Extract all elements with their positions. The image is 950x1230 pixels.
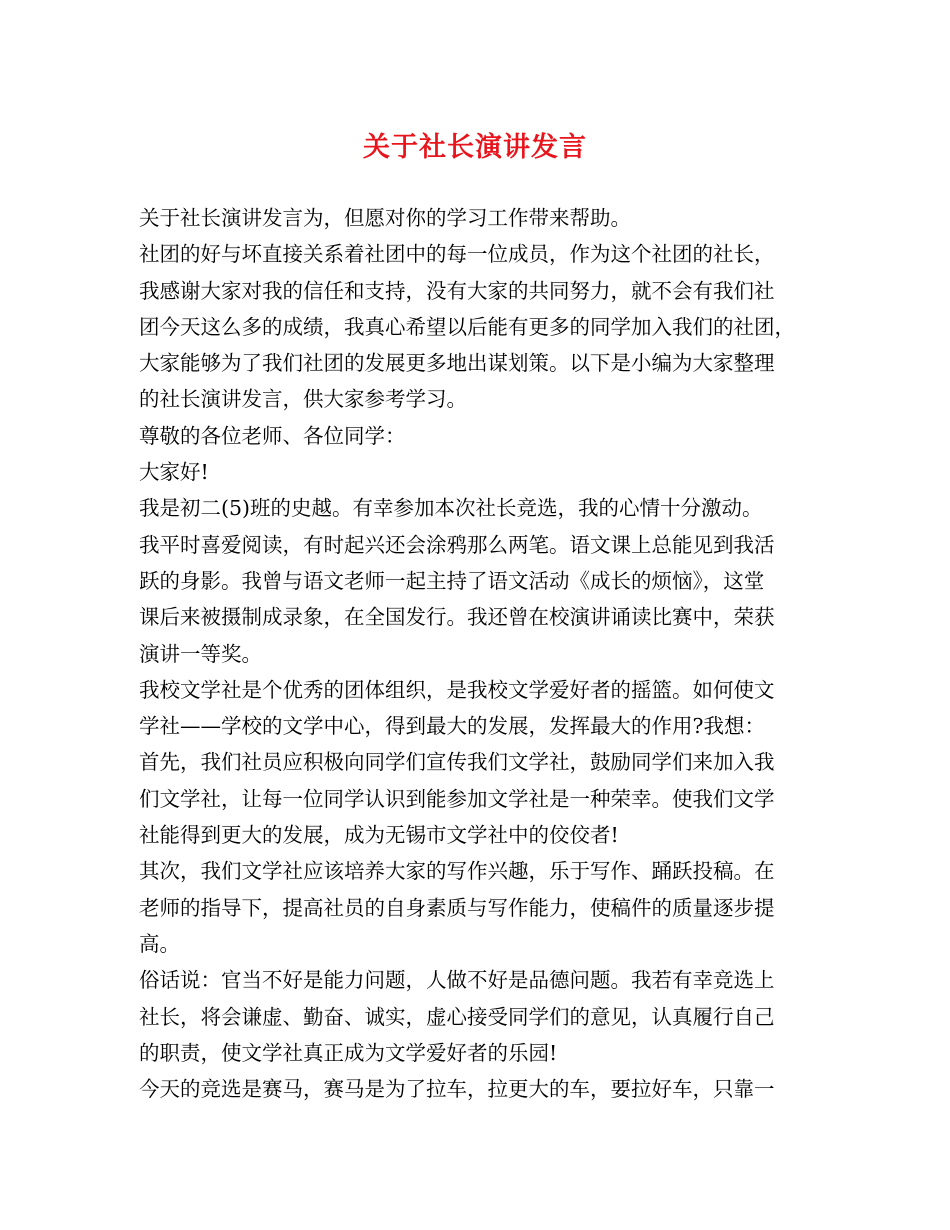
body-line: 首先，我们社员应积极向同学们宣传我们文学社，鼓励同学们来加入我 <box>139 750 775 775</box>
body-line: 社能得到更大的发展，成为无锡市文学社中的佼佼者! <box>139 823 619 848</box>
body-line: 关于社长演讲发言为，但愿对你的学习工作带来帮助。 <box>139 206 631 230</box>
body-line: 俗话说：官当不好是能力问题，人做不好是品德问题。我若有幸竞选上 <box>139 968 775 993</box>
body-line: 社团的好与坏直接关系着社团中的每一位成员，作为这个社团的社长， <box>139 242 775 267</box>
body-line: 的社长演讲发言，供大家参考学习。 <box>139 387 467 412</box>
body-line: 我校文学社是个优秀的团体组织，是我校文学爱好者的摇篮。如何使文 <box>139 677 775 702</box>
body-line: 学社——学校的文学中心，得到最大的发展，发挥最大的作用?我想： <box>139 714 765 739</box>
body-line: 其次，我们文学社应该培养大家的写作兴趣，乐于写作、踊跃投稿。在 <box>139 859 775 884</box>
body-line: 今天的竞选是赛马，赛马是为了拉车，拉更大的车，要拉好车，只靠一 <box>139 1077 775 1102</box>
body-line: 们文学社，让每一位同学认识到能参加文学社是一种荣幸。使我们文学 <box>139 786 775 811</box>
body-line: 我感谢大家对我的信任和支持，没有大家的共同努力，就不会有我们社 <box>139 278 775 303</box>
body-line: 大家好! <box>139 460 209 485</box>
body-line: 我平时喜爱阅读，有时起兴还会涂鸦那么两笔。语文课上总能见到我活 <box>139 532 775 557</box>
body-line: 社长，将会谦虚、勤奋、诚实，虚心接受同学们的意见，认真履行自己 <box>139 1004 775 1029</box>
body-line: 我是初二(5)班的史越。有幸参加本次社长竞选，我的心情十分激动。 <box>139 496 763 521</box>
body-line: 尊敬的各位老师、各位同学： <box>139 423 406 448</box>
body-line: 大家能够为了我们社团的发展更多地出谋划策。以下是小编为大家整理 <box>139 351 775 376</box>
body-line: 演讲一等奖。 <box>139 641 262 666</box>
body-line: 课后来被摄制成录象，在全国发行。我还曾在校演讲诵读比赛中，荣获 <box>139 605 775 630</box>
document-title: 关于社长演讲发言 <box>363 132 587 163</box>
body-line: 高。 <box>139 931 180 956</box>
document-body <box>139 200 815 1107</box>
body-line: 跃的身影。我曾与语文老师一起主持了语文活动《成长的烦恼》，这堂 <box>139 568 765 593</box>
body-line: 老师的指导下，提高社员的自身素质与写作能力，使稿件的质量逐步提 <box>139 895 775 920</box>
body-line: 的职责，使文学社真正成为文学爱好者的乐园! <box>139 1040 558 1065</box>
body-line: 团今天这么多的成绩，我真心希望以后能有更多的同学加入我们的社团， <box>139 314 795 339</box>
